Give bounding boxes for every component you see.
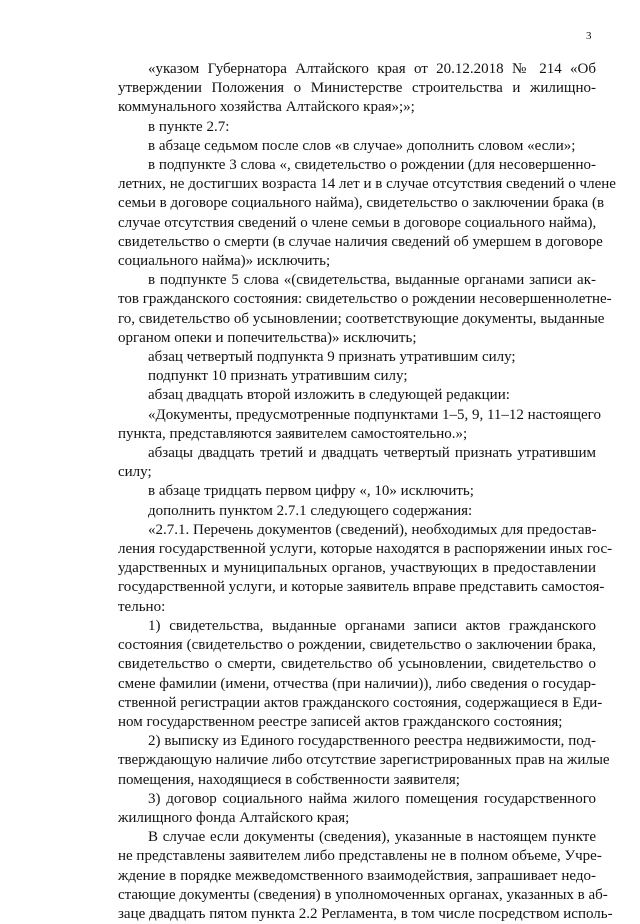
paragraph	[118, 617, 603, 732]
paragraph-line: «указом Губернатора Алтайского края от 20.12.2018 № 214 «Об	[148, 61, 596, 77]
paragraph-line: 3) договор социального найма жилого помещения государственного	[148, 790, 596, 807]
paragraph-line: пункта, представляются заявителем самостоятельно.»;	[118, 425, 468, 442]
paragraph-line: стающие документы (сведения) в уполномоченных органах, указанных в аб-	[118, 886, 608, 903]
paragraph	[118, 732, 610, 790]
paragraph-line: абзац двадцать второй изложить в следующей редакции:	[148, 387, 510, 404]
paragraph	[118, 137, 596, 156]
paragraph	[118, 521, 613, 617]
paragraph-line: летних, не достигших возраста 14 лет и в случае отсутствия сведений о члене	[118, 176, 616, 193]
page-number: 3	[586, 30, 592, 42]
paragraph-line: ственной регистрации актов гражданского состояния, содержащиеся в Еди-	[118, 694, 603, 711]
paragraph-line: в абзаце седьмом после слов «в случае» дополнить словом «если»;	[148, 137, 576, 154]
paragraph-line: в подпункте 5 слова «(свидетельства, выданные органами записи ак-	[148, 272, 596, 289]
paragraph	[118, 790, 596, 828]
paragraph-line: социального найма)» исключить;	[118, 253, 331, 270]
paragraph	[118, 406, 601, 444]
paragraph-line: в подпункте 3 слова «, свидетельство о рождении (для несовершенно-	[148, 157, 596, 174]
paragraph-line: состояния (свидетельство о рождении, свидетельство о заключении брака,	[118, 637, 596, 654]
paragraph-line: заце двадцать пятом пункта 2.2 Регламента, в том числе посредством исполь-	[118, 905, 613, 922]
paragraph	[118, 367, 596, 386]
paragraph-line: «2.7.1. Перечень документов (сведений), необходимых для предостав-	[148, 521, 597, 538]
paragraph-line: в пункте 2.7:	[148, 118, 230, 135]
paragraph-line: свидетельство о смерти (в случае наличия сведений об умершем в договоре	[118, 233, 603, 250]
paragraph-line: случае отсутствия сведений о члене семьи в договоре социального найма),	[118, 214, 597, 231]
paragraph-line: В случае если документы (сведения), указанные в настоящем пункте	[148, 829, 596, 846]
paragraph-line: ждение в порядке межведомственного взаимодействия, запрашивает недо-	[118, 867, 596, 884]
paragraph-line: ления государственной услуги, которые находятся в распоряжении иных гос-	[118, 541, 613, 558]
paragraph-line: коммунального хозяйства Алтайского края»;»;	[118, 99, 415, 116]
paragraph-line: семьи в договоре социального найма), свидетельство о заключении брака (в	[118, 195, 605, 212]
paragraph-line: утверждении Положения о Министерстве строительства и жилищно-	[118, 80, 596, 97]
paragraph-line: тельно:	[118, 598, 166, 615]
paragraph-line: тверждающую наличие либо отсутствие зарегистрированных прав на жилые	[118, 752, 610, 769]
paragraph-line: тов гражданского состояния: свидетельство о рождении несовершеннолетне-	[118, 291, 612, 308]
paragraph-line: ударственных и муниципальных органов, участвующих в предоставлении	[118, 560, 596, 577]
paragraph-line: абзац четвертый подпункта 9 признать утратившим силу;	[148, 349, 516, 366]
paragraph-line: не представлены заявителем либо представлены не в полном объеме, Учре-	[118, 848, 602, 865]
paragraph	[118, 502, 596, 521]
paragraph	[118, 386, 596, 405]
paragraph	[118, 482, 596, 501]
paragraph-line: государственной услуги, и которые заявитель вправе представить самостоя-	[118, 579, 605, 596]
paragraph-line: абзацы двадцать третий и двадцать четвертый признать утратившим	[148, 445, 596, 462]
paragraph	[118, 156, 616, 271]
paragraph	[118, 444, 596, 482]
paragraph-line: ном государственном реестре записей актов гражданского состояния;	[118, 713, 563, 730]
paragraph-line: помещения, находящиеся в собственности заявителя;	[118, 771, 460, 788]
paragraph	[118, 828, 613, 924]
paragraph-line: в абзаце тридцать первом цифру «, 10» исключить;	[148, 483, 474, 500]
paragraph-line: смене фамилии (имени, отчества (при наличии)), либо сведения о государ-	[118, 675, 597, 692]
paragraph-line: подпункт 10 признать утратившим силу;	[148, 368, 408, 385]
paragraph-line: жилищного фонда Алтайского края;	[118, 809, 350, 826]
paragraph-line: 1) свидетельства, выданные органами записи актов гражданского	[148, 617, 596, 634]
paragraph-line: силу;	[118, 464, 152, 481]
document-body	[118, 60, 616, 924]
paragraph-line: «Документы, предусмотренные подпунктами 1–5, 9, 11–12 настоящего	[148, 406, 601, 423]
paragraph-line: го, свидетельство об усыновлении; соответствующие документы, выданные	[118, 310, 605, 327]
paragraph	[118, 60, 596, 118]
paragraph-line: дополнить пунктом 2.7.1 следующего содержания:	[148, 502, 473, 519]
paragraph-line: свидетельство о смерти, свидетельство об усыновлении, свидетельство о	[118, 656, 596, 673]
paragraph-line: 2) выписку из Единого государственного реестра недвижимости, под-	[148, 733, 596, 750]
paragraph	[118, 348, 596, 367]
paragraph	[118, 118, 596, 137]
paragraph-line: органом опеки и попечительства)» исключить;	[118, 329, 417, 346]
paragraph	[118, 271, 612, 348]
